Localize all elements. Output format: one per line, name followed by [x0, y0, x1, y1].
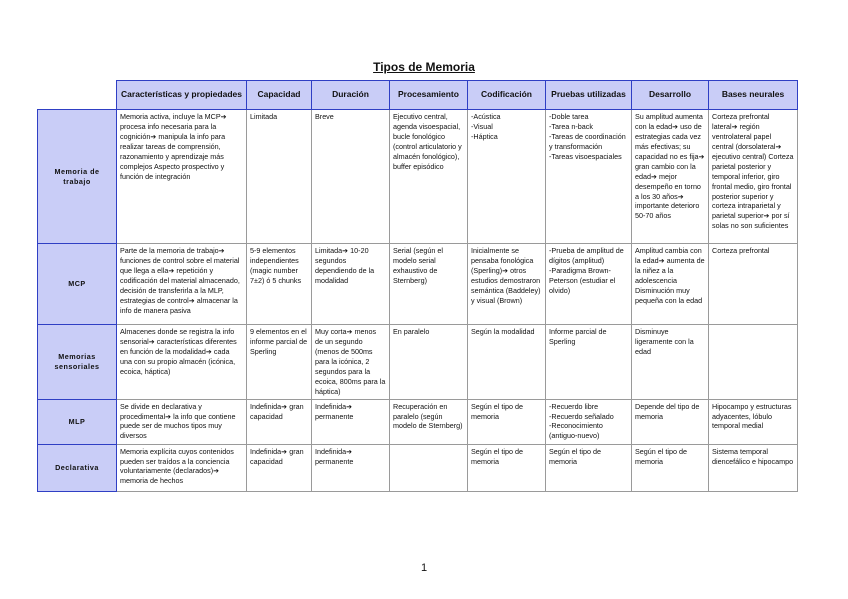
table-cell: Inicialmente se pensaba fonológica (Sperling)➔ otros estudios demostraron semántica (Baddeley) y visual (Brown): [468, 244, 546, 325]
column-header-procesamiento: Procesamiento: [390, 81, 468, 110]
table-cell: Corteza prefrontal lateral➔ región ventrolateral papel central (dorsolateral➔ ejecutivo central) Corteza parietal posterior y temporal inferior, giro frontal medio, giro frontal posterior superior y corteza intraparietal y parietal superior➔ por sí solas no son suficientes: [709, 110, 798, 244]
column-header-caracteristicas: Características y propiedades: [117, 81, 247, 110]
table-cell: Informe parcial de Sperling: [546, 325, 632, 400]
table-cell: Memoria activa, incluye la MCP➔ procesa info necesaria para la cognición➔ manipula la info para realizar tareas de comprensión, razonamiento y aprendizaje más complejos Aspecto prospectivo y función de integración: [117, 110, 247, 244]
table-cell: Según la modalidad: [468, 325, 546, 400]
table-cell: Almacenes donde se registra la info sensorial➔ características diferentes en función de la modalidad➔ cada una con su propio almacén (icónica, ecoica, háptica): [117, 325, 247, 400]
table-cell: Depende del tipo de memoria: [632, 399, 709, 444]
row-header: Memorias sensoriales: [38, 325, 117, 400]
table-row: [38, 444, 798, 491]
table-cell: -Acústica -Visual -Háptica: [468, 110, 546, 244]
table-cell: Corteza prefrontal: [709, 244, 798, 325]
row-header: MCP: [38, 244, 117, 325]
header-corner: [38, 81, 117, 110]
table-cell: Muy corta➔ menos de un segundo (menos de 500ms para la icónica, 2 segundos para la ecoica, 800ms para la háptica): [312, 325, 390, 400]
table-cell: Amplitud cambia con la edad➔ aumenta de la niñez a la adolescencia Disminución muy pequeña con la edad: [632, 244, 709, 325]
table-cell: [709, 325, 798, 400]
page-title: Tipos de Memoria: [373, 60, 475, 74]
table-row: [38, 110, 798, 244]
column-header-pruebas: Pruebas utilizadas: [546, 81, 632, 110]
table-cell: 9 elementos en el informe parcial de Sperling: [247, 325, 312, 400]
table-cell: Breve: [312, 110, 390, 244]
row-header: Memoria de trabajo: [38, 110, 117, 244]
table-cell: Se divide en declarativa y procedimental➔ la info que contiene puede ser de muchos tipos muy diversos: [117, 399, 247, 444]
table-cell: Según el tipo de memoria: [632, 444, 709, 491]
table-header-row: [38, 81, 798, 110]
table-cell: Serial (según el modelo serial exhaustivo de Sternberg): [390, 244, 468, 325]
column-header-desarrollo: Desarrollo: [632, 81, 709, 110]
table-cell: Sistema temporal diencefálico e hipocampo: [709, 444, 798, 491]
table-cell: Indefinida➔ gran capacidad: [247, 399, 312, 444]
table-row: [38, 399, 798, 444]
table-cell: Según el tipo de memoria: [546, 444, 632, 491]
column-header-duracion: Duración: [312, 81, 390, 110]
table-cell: -Prueba de amplitud de dígitos (amplitud) -Paradigma Brown-Peterson (estudiar el olvido): [546, 244, 632, 325]
table-cell: Según el tipo de memoria: [468, 444, 546, 491]
table-cell: Recuperación en paralelo (según modelo de Sternberg): [390, 399, 468, 444]
table-row: [38, 325, 798, 400]
table-cell: -Recuerdo libre -Recuerdo señalado -Reconocimiento (antiguo-nuevo): [546, 399, 632, 444]
table-cell: [390, 444, 468, 491]
table-cell: Limitada: [247, 110, 312, 244]
table-cell: Limitada➔ 10-20 segundos dependiendo de la modalidad: [312, 244, 390, 325]
table-cell: Indefinida➔ gran capacidad: [247, 444, 312, 491]
table-cell: Su amplitud aumenta con la edad➔ uso de estrategias cada vez más efectivas; su capacidad no es fija➔ gran cambio con la edad➔ mejor desempeño en torno a los 30 años➔ importante deterioro 50-70 años: [632, 110, 709, 244]
table-cell: En paralelo: [390, 325, 468, 400]
table-cell: 5-9 elementos independientes (magic number 7±2) ó 5 chunks: [247, 244, 312, 325]
page-number: 1: [420, 562, 428, 574]
column-header-codificacion: Codificación: [468, 81, 546, 110]
column-header-capacidad: Capacidad: [247, 81, 312, 110]
table-cell: Memoria explícita cuyos contenidos pueden ser traídos a la conciencia voluntariamente (declarados)➔ memoria de hechos: [117, 444, 247, 491]
table-cell: Parte de la memoria de trabajo➔ funciones de control sobre el material que llega a ella➔ repetición y codificación del material almacenado, decisión de transferirla a la MLP, estrategias de control➔ almacenar la info de manera pasiva: [117, 244, 247, 325]
table-cell: Según el tipo de memoria: [468, 399, 546, 444]
table-cell: Indefinida➔ permanente: [312, 444, 390, 491]
table-cell: Ejecutivo central, agenda visoespacial, bucle fonológico (control articulatorio y almacén fonológico), buffer episódico: [390, 110, 468, 244]
column-header-bases-neurales: Bases neurales: [709, 81, 798, 110]
table-cell: Hipocampo y estructuras adyacentes, lóbulo temporal medial: [709, 399, 798, 444]
row-header: MLP: [38, 399, 117, 444]
row-header: Declarativa: [38, 444, 117, 491]
table-cell: Disminuye ligeramente con la edad: [632, 325, 709, 400]
table-row: [38, 244, 798, 325]
table-cell: -Doble tarea -Tarea n-back -Tareas de coordinación y transformación -Tareas visoespaciales: [546, 110, 632, 244]
memory-types-table: [37, 80, 798, 492]
table-cell: Indefinida➔ permanente: [312, 399, 390, 444]
